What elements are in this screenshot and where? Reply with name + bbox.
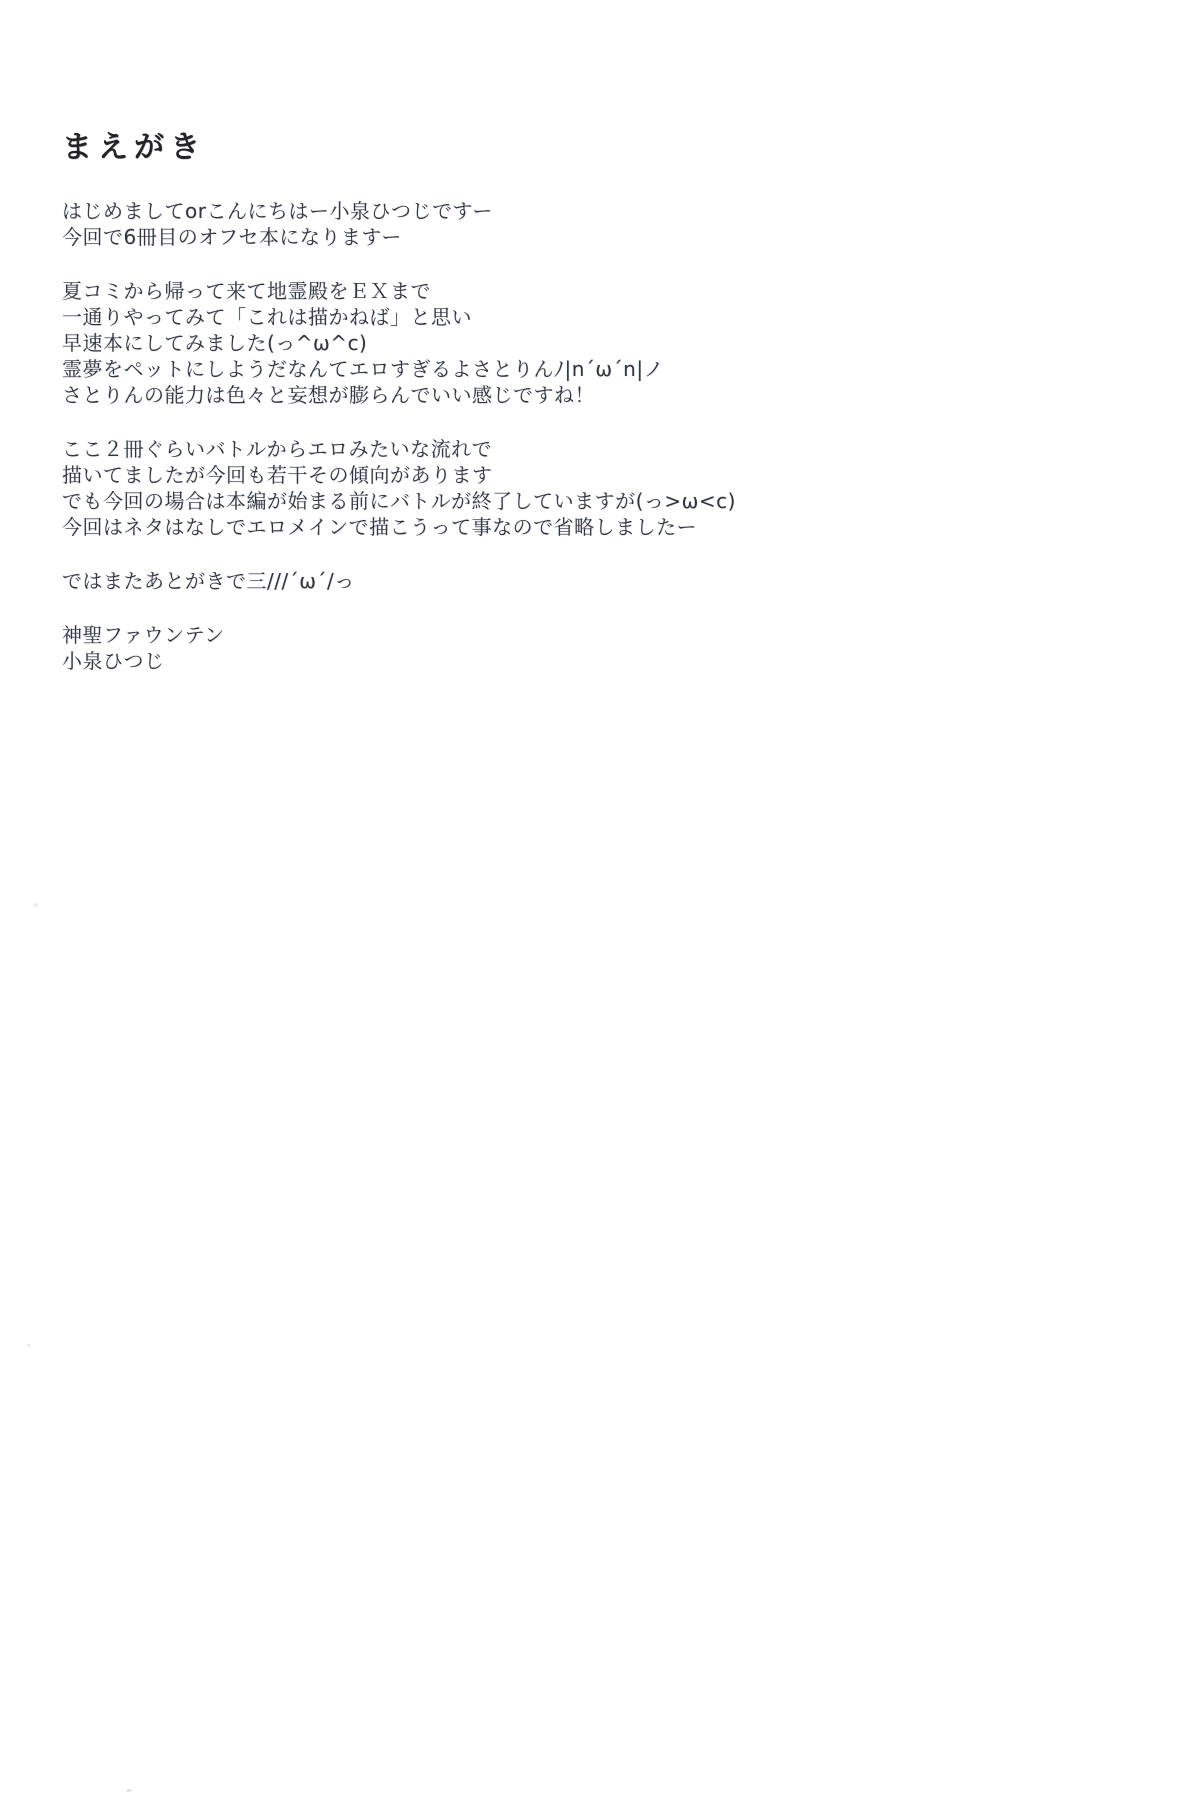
text-line: はじめましてorこんにちはー小泉ひつじですー — [62, 199, 493, 223]
scan-speck — [126, 1789, 132, 1792]
text-line: 今回はネタはなしでエロメインで描こうって事なので省略しましたー — [62, 515, 698, 539]
scan-speck — [27, 1344, 31, 1347]
text-line: 描いてましたが今回も若干その傾向があります — [62, 463, 493, 487]
text-line: 今回で6冊目のオフセ本になりますー — [62, 225, 402, 249]
author-name: 小泉ひつじ — [62, 649, 165, 673]
text-line: さとりんの能力は色々と妄想が膨らんでいい感じですね！ — [62, 383, 595, 407]
text-line: 早速本にしてみました(っ^ω^c) — [62, 331, 368, 355]
text-line: 一通りやってみて「これは描かねば」と思い — [62, 305, 472, 329]
circle-name: 神聖ファウンテン — [62, 623, 225, 647]
paragraph-signature — [62, 622, 1042, 674]
text-line: 霊夢をペットにしようだなんてエロすぎるよさとりんﾉ|n´ω´n|ノ — [62, 357, 665, 381]
scan-speck — [33, 903, 38, 907]
foreword-content — [62, 128, 1042, 702]
paragraph-recent-trend — [62, 436, 1042, 540]
text-line: 夏コミから帰って来て地霊殿をＥＸまで — [62, 279, 431, 303]
paragraph-sign-off — [62, 568, 1042, 594]
paragraph-motivation — [62, 278, 1042, 408]
text-line: ここ２冊ぐらいバトルからエロみたいな流れで — [62, 437, 493, 461]
paragraph-greeting — [62, 198, 1042, 250]
page-title: まえがき — [62, 130, 206, 165]
text-line: ではまたあとがきで三///´ω´/っ — [62, 569, 355, 593]
text-line: でも今回の場合は本編が始まる前にバトルが終了していますが(っ>ω<c) — [62, 489, 736, 513]
